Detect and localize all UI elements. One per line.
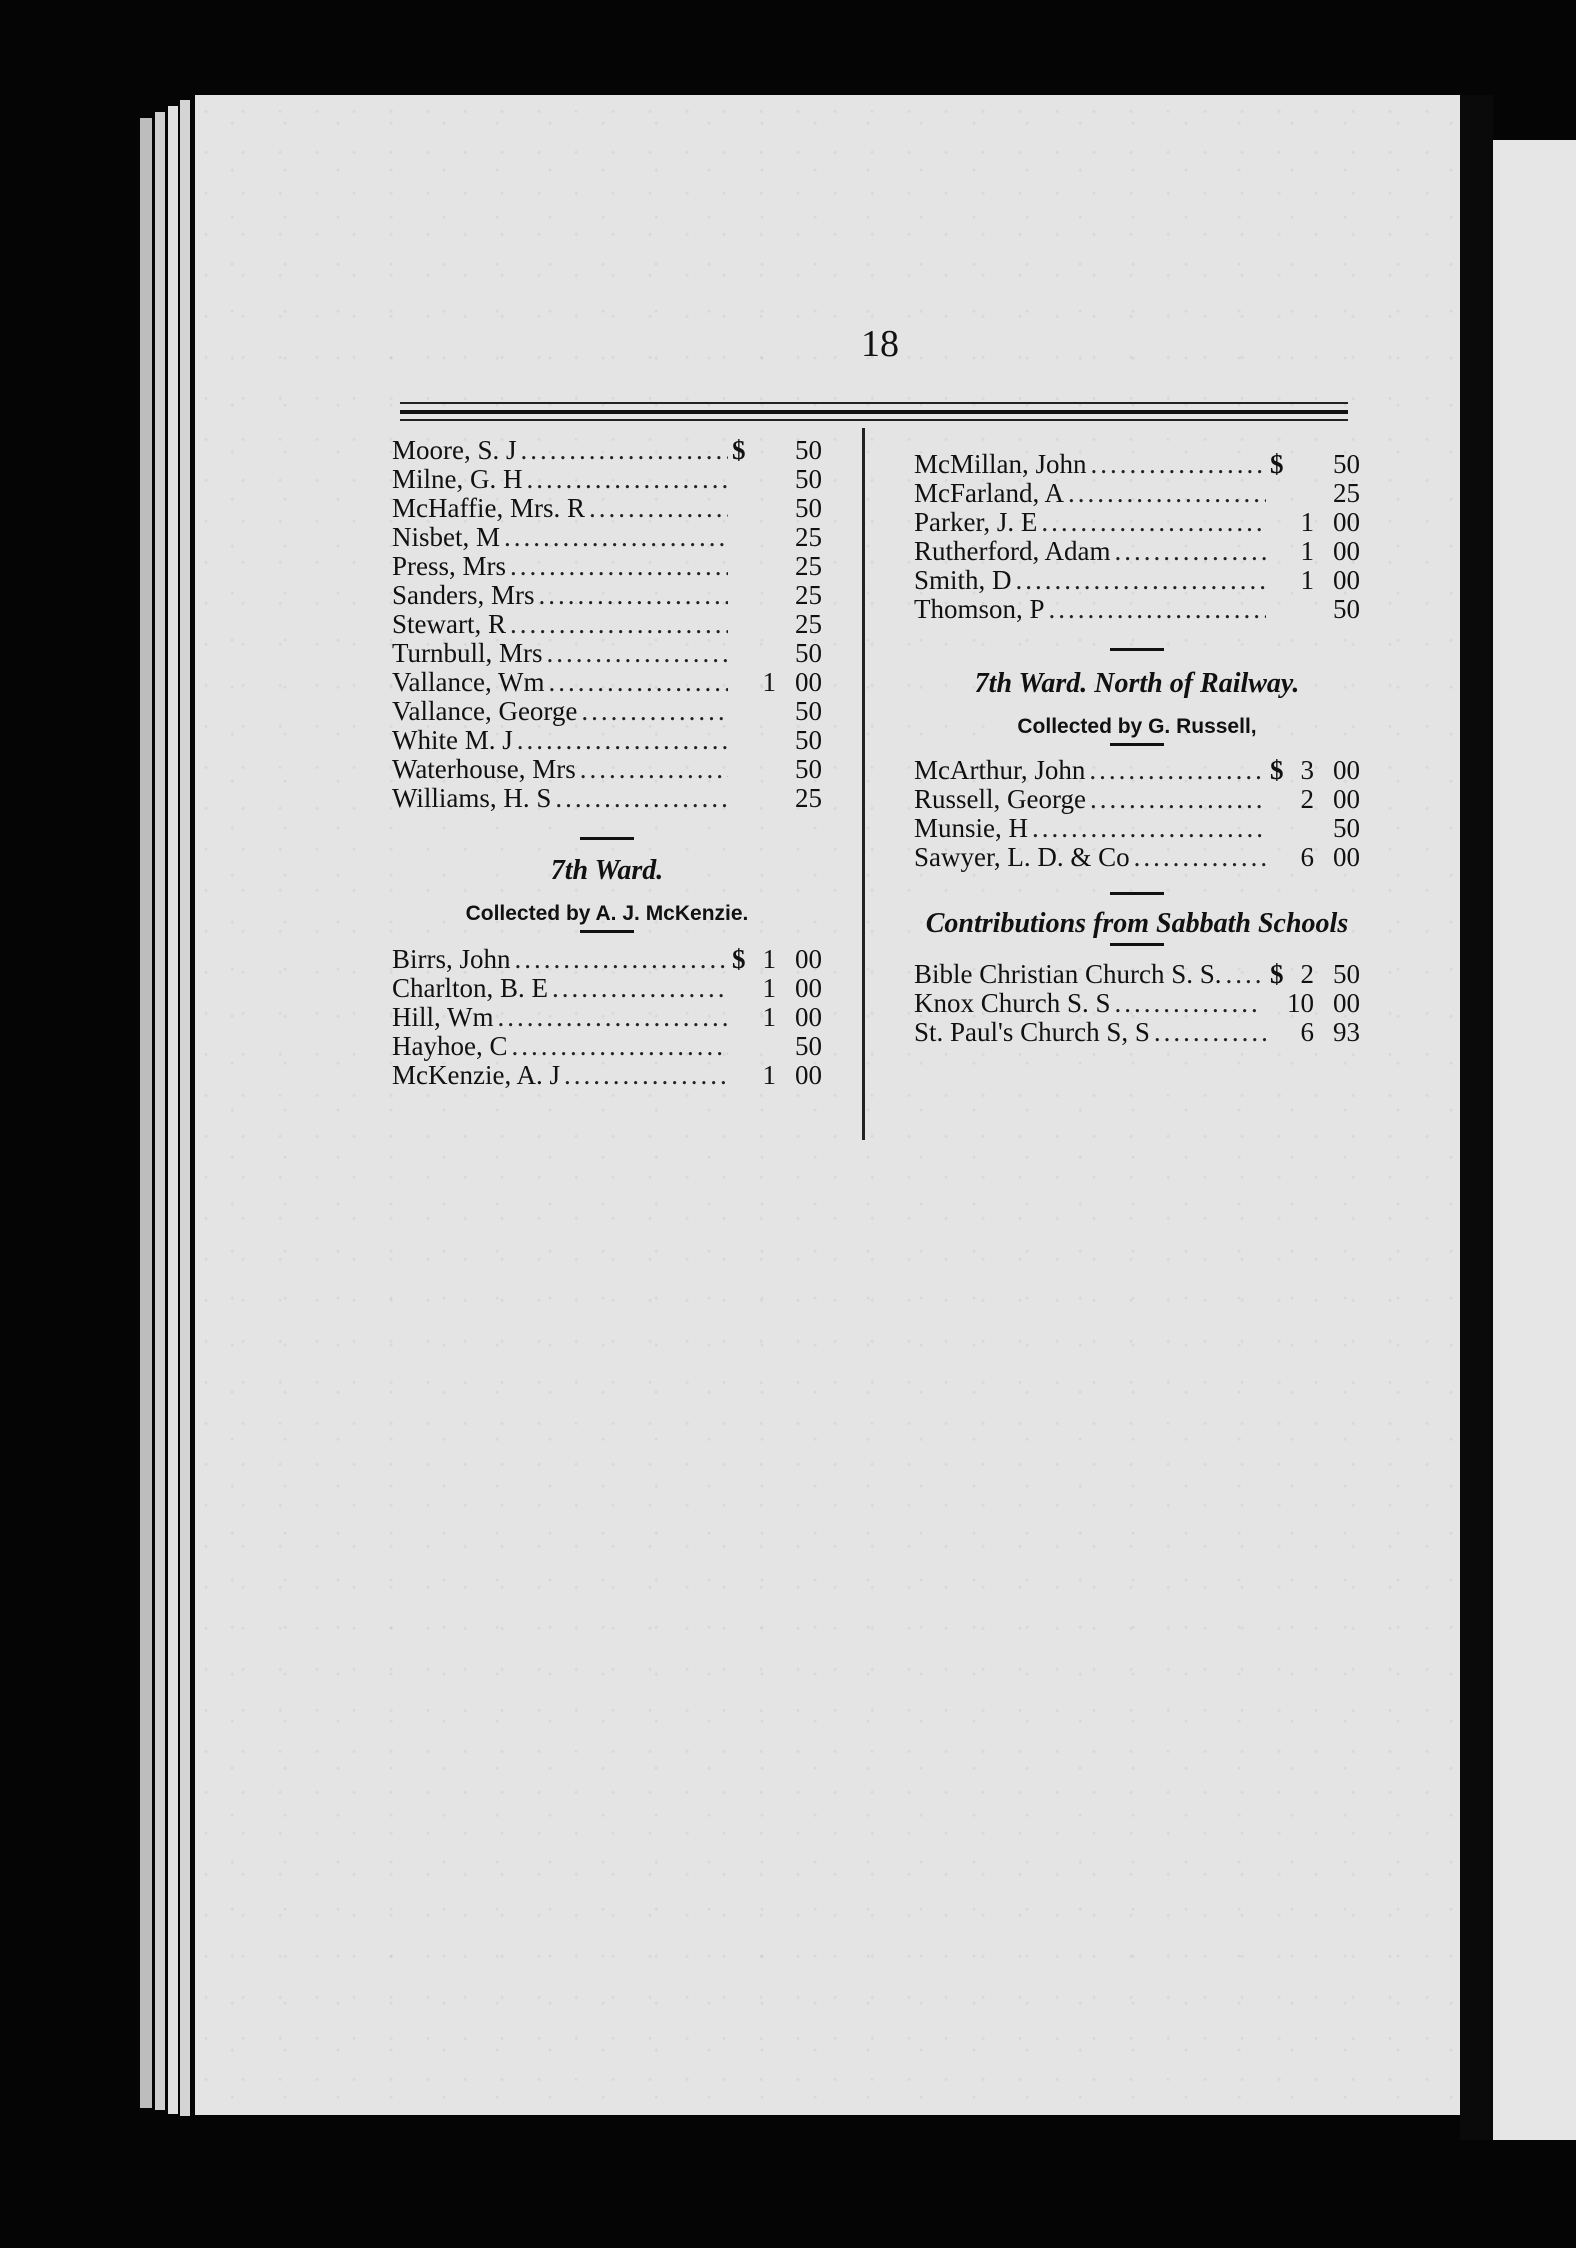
amount-cents: 50 [795,435,822,465]
contribution-row [914,1018,1360,1047]
dot-leader [548,668,728,697]
dot-leader [555,784,728,813]
contributor-name: Turnbull, Mrs [392,638,543,668]
dot-leader [1068,479,1266,508]
contributor-name: Knox Church S. S [914,988,1111,1018]
contribution-row [392,639,822,668]
contribution-row [914,595,1360,624]
amount-cents: 25 [795,783,822,813]
amount-cents: 93 [1333,1017,1360,1047]
contributor-name: White M. J [392,725,513,755]
left-column [392,436,822,1090]
dot-leader [510,552,728,581]
amount-cents: 50 [795,696,822,726]
dot-leader [539,581,729,610]
contribution-row [392,726,822,755]
amount-cents: 00 [795,1002,822,1032]
amount-dollars: 6 [1300,1017,1314,1047]
contributor-name: Milne, G. H [392,464,523,494]
dot-leader [547,639,728,668]
amount-cents: 50 [1333,813,1360,843]
amount-dollars: 6 [1300,842,1314,872]
dot-leader [517,726,728,755]
entry-list [392,945,822,1090]
section-title: Contributions from Sabbath Schools [925,908,1349,939]
contributor-name: Vallance, Wm [392,667,545,697]
contribution-row [392,755,822,784]
dot-leader [511,1032,728,1061]
contributor-name: Vallance, George [392,696,578,726]
amount-cents: 25 [795,609,822,639]
amount-cents: 50 [1333,594,1360,624]
contributor-name: McFarland, A [914,478,1064,508]
contributor-name: Munsie, H [914,813,1028,843]
dot-leader [1114,537,1266,566]
contributor-name: McHaffie, Mrs. R [392,493,585,523]
contribution-row [914,785,1360,814]
section-title: 7th Ward. North of Railway. [974,668,1300,699]
dot-leader [1032,814,1266,843]
dot-leader [1134,843,1266,872]
amount-dollars: 1 [762,1002,776,1032]
amount-cents: 00 [1333,842,1360,872]
contributor-name: McKenzie, A. J [392,1060,560,1090]
page-edge [168,106,178,2114]
amount-cents: 25 [795,551,822,581]
amount-dollars: 2 [1300,959,1314,989]
amount-dollars: 2 [1300,784,1314,814]
amount-cents: 00 [795,973,822,1003]
contribution-row [914,814,1360,843]
amount-cents: 50 [795,725,822,755]
amount-cents: 50 [1333,959,1360,989]
contributor-name: Thomson, P [914,594,1045,624]
dollar-sign: $ [1270,449,1284,479]
amount-dollars: 1 [1300,536,1314,566]
amount-cents: 00 [1333,784,1360,814]
amount-cents: 00 [795,944,822,974]
amount-cents: 00 [795,1060,822,1090]
entry-list [914,450,1360,624]
contribution-row [914,566,1360,595]
contributor-name: Bible Christian Church S. S. [914,959,1222,989]
contributor-name: Nisbet, M [392,522,500,552]
dot-leader [498,1003,728,1032]
dot-leader [589,494,728,523]
amount-dollars: 1 [1300,507,1314,537]
dot-leader [521,436,728,465]
contribution-row [392,945,822,974]
contributor-name: Hill, Wm [392,1002,494,1032]
contribution-row [914,450,1360,479]
dot-leader [1089,756,1266,785]
contributor-name: Sawyer, L. D. & Co [914,842,1130,872]
dot-leader [1091,450,1267,479]
amount-cents: 50 [795,638,822,668]
right-column [914,450,1360,1047]
collector-line: Collected by A. J. McKenzie. [465,902,749,925]
header-rule [400,419,1348,421]
dot-leader [504,523,728,552]
dot-leader [581,697,728,726]
page-number: 18 [861,323,899,365]
contributor-name: Birrs, John [392,944,511,974]
dot-leader [510,610,728,639]
amount-cents: 25 [795,580,822,610]
contribution-row [392,436,822,465]
book-gutter [1460,95,1493,2140]
amount-cents: 50 [795,1031,822,1061]
amount-cents: 25 [795,522,822,552]
page-edge [155,112,165,2110]
dot-leader [1115,989,1261,1018]
page-edge [180,100,190,2116]
facing-page-edge [1493,140,1576,2140]
dollar-sign: $ [1270,959,1284,989]
header-rule [400,402,1348,404]
contributor-name: Press, Mrs [392,551,507,581]
contribution-row [392,784,822,813]
column-divider [862,428,865,1140]
dot-leader [1016,566,1266,595]
contribution-row [914,989,1360,1018]
book-page [195,95,1460,2115]
contributor-name: Parker, J. E [914,507,1038,537]
dot-leader [580,755,728,784]
contributor-name: Hayhoe, C [392,1031,508,1061]
dot-leader [1154,1018,1266,1047]
contributor-name: Russell, George [914,784,1086,814]
contributor-name: Sanders, Mrs [392,580,535,610]
amount-dollars: 1 [762,973,776,1003]
amount-dollars: 10 [1287,988,1314,1018]
amount-cents: 00 [795,667,822,697]
section-title: 7th Ward. [550,855,664,886]
entry-list [914,756,1360,872]
dollar-sign: $ [732,435,746,465]
contributor-name: McArthur, John [914,755,1086,785]
contribution-row [392,552,822,581]
amount-dollars: 1 [762,944,776,974]
amount-dollars: 1 [762,667,776,697]
amount-dollars: 3 [1300,755,1314,785]
contribution-row [392,1061,822,1090]
dot-leader [527,465,729,494]
amount-dollars: 1 [1300,565,1314,595]
contributor-name: Williams, H. S [392,783,552,813]
dot-leader [1090,785,1266,814]
entry-list [392,436,822,813]
amount-cents: 50 [795,754,822,784]
contribution-row [914,756,1360,785]
amount-cents: 00 [1333,536,1360,566]
contribution-row [392,1003,822,1032]
contribution-row [392,581,822,610]
dot-leader [1049,595,1266,624]
contribution-row [392,697,822,726]
page-edge [140,118,152,2108]
contributor-name: Waterhouse, Mrs [392,754,576,784]
contributor-name: Smith, D [914,565,1012,595]
contribution-row [914,479,1360,508]
contributor-name: St. Paul's Church S, S [914,1017,1150,1047]
dot-leader [552,974,728,1003]
dollar-sign: $ [732,944,746,974]
contribution-row [392,494,822,523]
amount-cents: 50 [795,464,822,494]
contribution-row [392,974,822,1003]
dot-leader [1226,960,1266,989]
contribution-row [914,508,1360,537]
contribution-row [392,465,822,494]
amount-cents: 50 [795,493,822,523]
amount-cents: 25 [1333,478,1360,508]
contributor-name: Stewart, R [392,609,506,639]
dot-leader [564,1061,728,1090]
amount-cents: 00 [1333,565,1360,595]
contributor-name: Charlton, B. E [392,973,548,1003]
amount-cents: 00 [1333,755,1360,785]
contribution-row [392,1032,822,1061]
collector-line: Collected by G. Russell, [1017,715,1257,738]
amount-cents: 00 [1333,988,1360,1018]
contribution-row [392,523,822,552]
header-rule [400,410,1348,414]
contributor-name: Moore, S. J [392,435,517,465]
dot-leader [515,945,728,974]
dollar-sign: $ [1270,755,1284,785]
contributor-name: McMillan, John [914,449,1087,479]
dot-leader [1041,508,1266,537]
contribution-row [914,843,1360,872]
entry-list [914,960,1360,1047]
amount-cents: 50 [1333,449,1360,479]
contribution-row [392,668,822,697]
contributor-name: Rutherford, Adam [914,536,1111,566]
contribution-row [914,960,1360,989]
contribution-row [392,610,822,639]
contribution-row [914,537,1360,566]
amount-dollars: 1 [762,1060,776,1090]
amount-cents: 00 [1333,507,1360,537]
